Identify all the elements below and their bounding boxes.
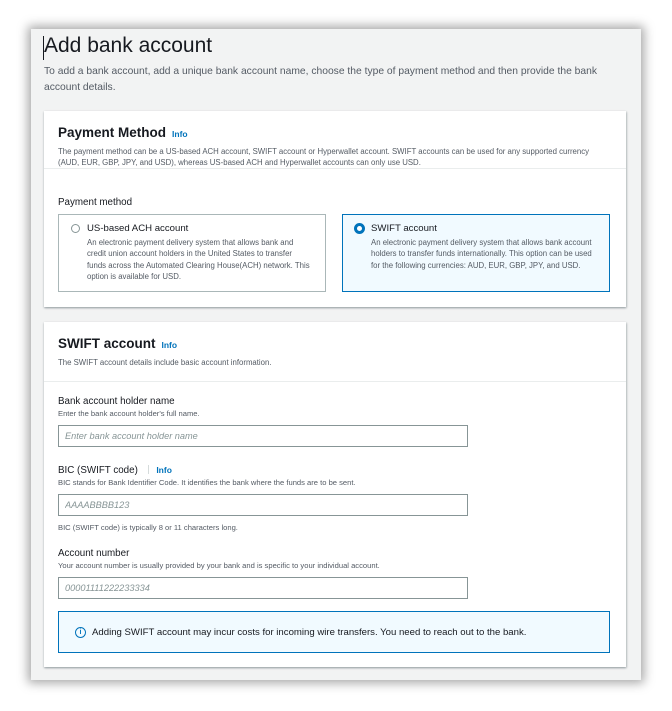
add-bank-account-window xyxy=(31,29,641,680)
swift-option-description: An electronic payment delivery system that allows bank account holders to transfer funds internationally. This option can be used for the following currencies: AUD, EUR, GBP, JPY, and USD. xyxy=(371,238,592,270)
bic-label-row xyxy=(58,465,356,476)
account-number-label: Account number xyxy=(58,548,130,559)
bic-info-link[interactable]: Info xyxy=(156,465,172,475)
account-number-input[interactable] xyxy=(58,577,468,599)
swift-account-title xyxy=(58,336,612,351)
bic-hint: BIC (SWIFT code) is typically 8 or 11 characters long. xyxy=(58,523,238,532)
payment-method-title xyxy=(58,125,612,140)
holder-name-description: Enter the bank account holder's full name. xyxy=(58,409,200,418)
swift-account-header xyxy=(44,322,626,382)
ach-option-title: US-based ACH account xyxy=(87,223,189,234)
swift-account-info-link[interactable]: Info xyxy=(161,340,178,350)
bic-input[interactable] xyxy=(58,494,468,516)
bic-description: BIC stands for Bank Identifier Code. It identifies the bank where the funds are to be sent. xyxy=(58,478,356,487)
holder-name-field xyxy=(58,396,200,418)
bic-label: BIC (SWIFT code) xyxy=(58,465,138,476)
swift-account-panel xyxy=(44,322,626,667)
swift-account-description: The SWIFT account details include basic account information. xyxy=(58,358,272,367)
holder-name-input[interactable] xyxy=(58,425,468,447)
payment-method-header xyxy=(44,111,626,169)
payment-method-title-text: Payment Method xyxy=(58,125,167,140)
payment-method-description: The payment method can be a US-based ACH account, SWIFT account or Hyperwallet account. SWIFT accounts can be used for any supported currency (AUD, EUR, GBP, JPY, and USD), whereas US-based ACH and Hyperwallet accounts can only use USD. xyxy=(58,147,590,167)
payment-method-panel xyxy=(44,111,626,307)
ach-radio-button[interactable] xyxy=(71,224,80,233)
page-description: To add a bank account, add a unique bank account name, choose the type of payment method and then provide the bank account details. xyxy=(44,66,597,93)
swift-radio-button[interactable] xyxy=(354,223,365,234)
swift-option-title: SWIFT account xyxy=(371,223,437,234)
payment-method-label: Payment method xyxy=(58,197,133,208)
ach-account-option[interactable] xyxy=(58,214,326,292)
bic-field xyxy=(58,465,356,487)
alert-text: Adding SWIFT account may incur costs for incoming wire transfers. You need to reach out to the bank. xyxy=(92,626,527,638)
ach-option-description: An electronic payment delivery system that allows bank and credit union account holders in the United States to transfer funds across the Automated Clearing House(ACH) network. This option is available for USD. xyxy=(87,238,310,282)
info-circle-icon: i xyxy=(75,627,86,638)
swift-account-option[interactable] xyxy=(342,214,610,292)
payment-method-info-link[interactable]: Info xyxy=(172,129,188,139)
holder-name-label: Bank account holder name xyxy=(58,396,175,407)
swift-account-title-text: SWIFT account xyxy=(58,336,156,351)
wire-transfer-alert xyxy=(58,611,610,653)
page-title: Add bank account xyxy=(44,34,213,57)
bic-divider xyxy=(148,465,149,474)
account-number-field xyxy=(58,548,380,570)
account-number-description: Your account number is usually provided by your bank and is specific to your individual account. xyxy=(58,561,380,570)
